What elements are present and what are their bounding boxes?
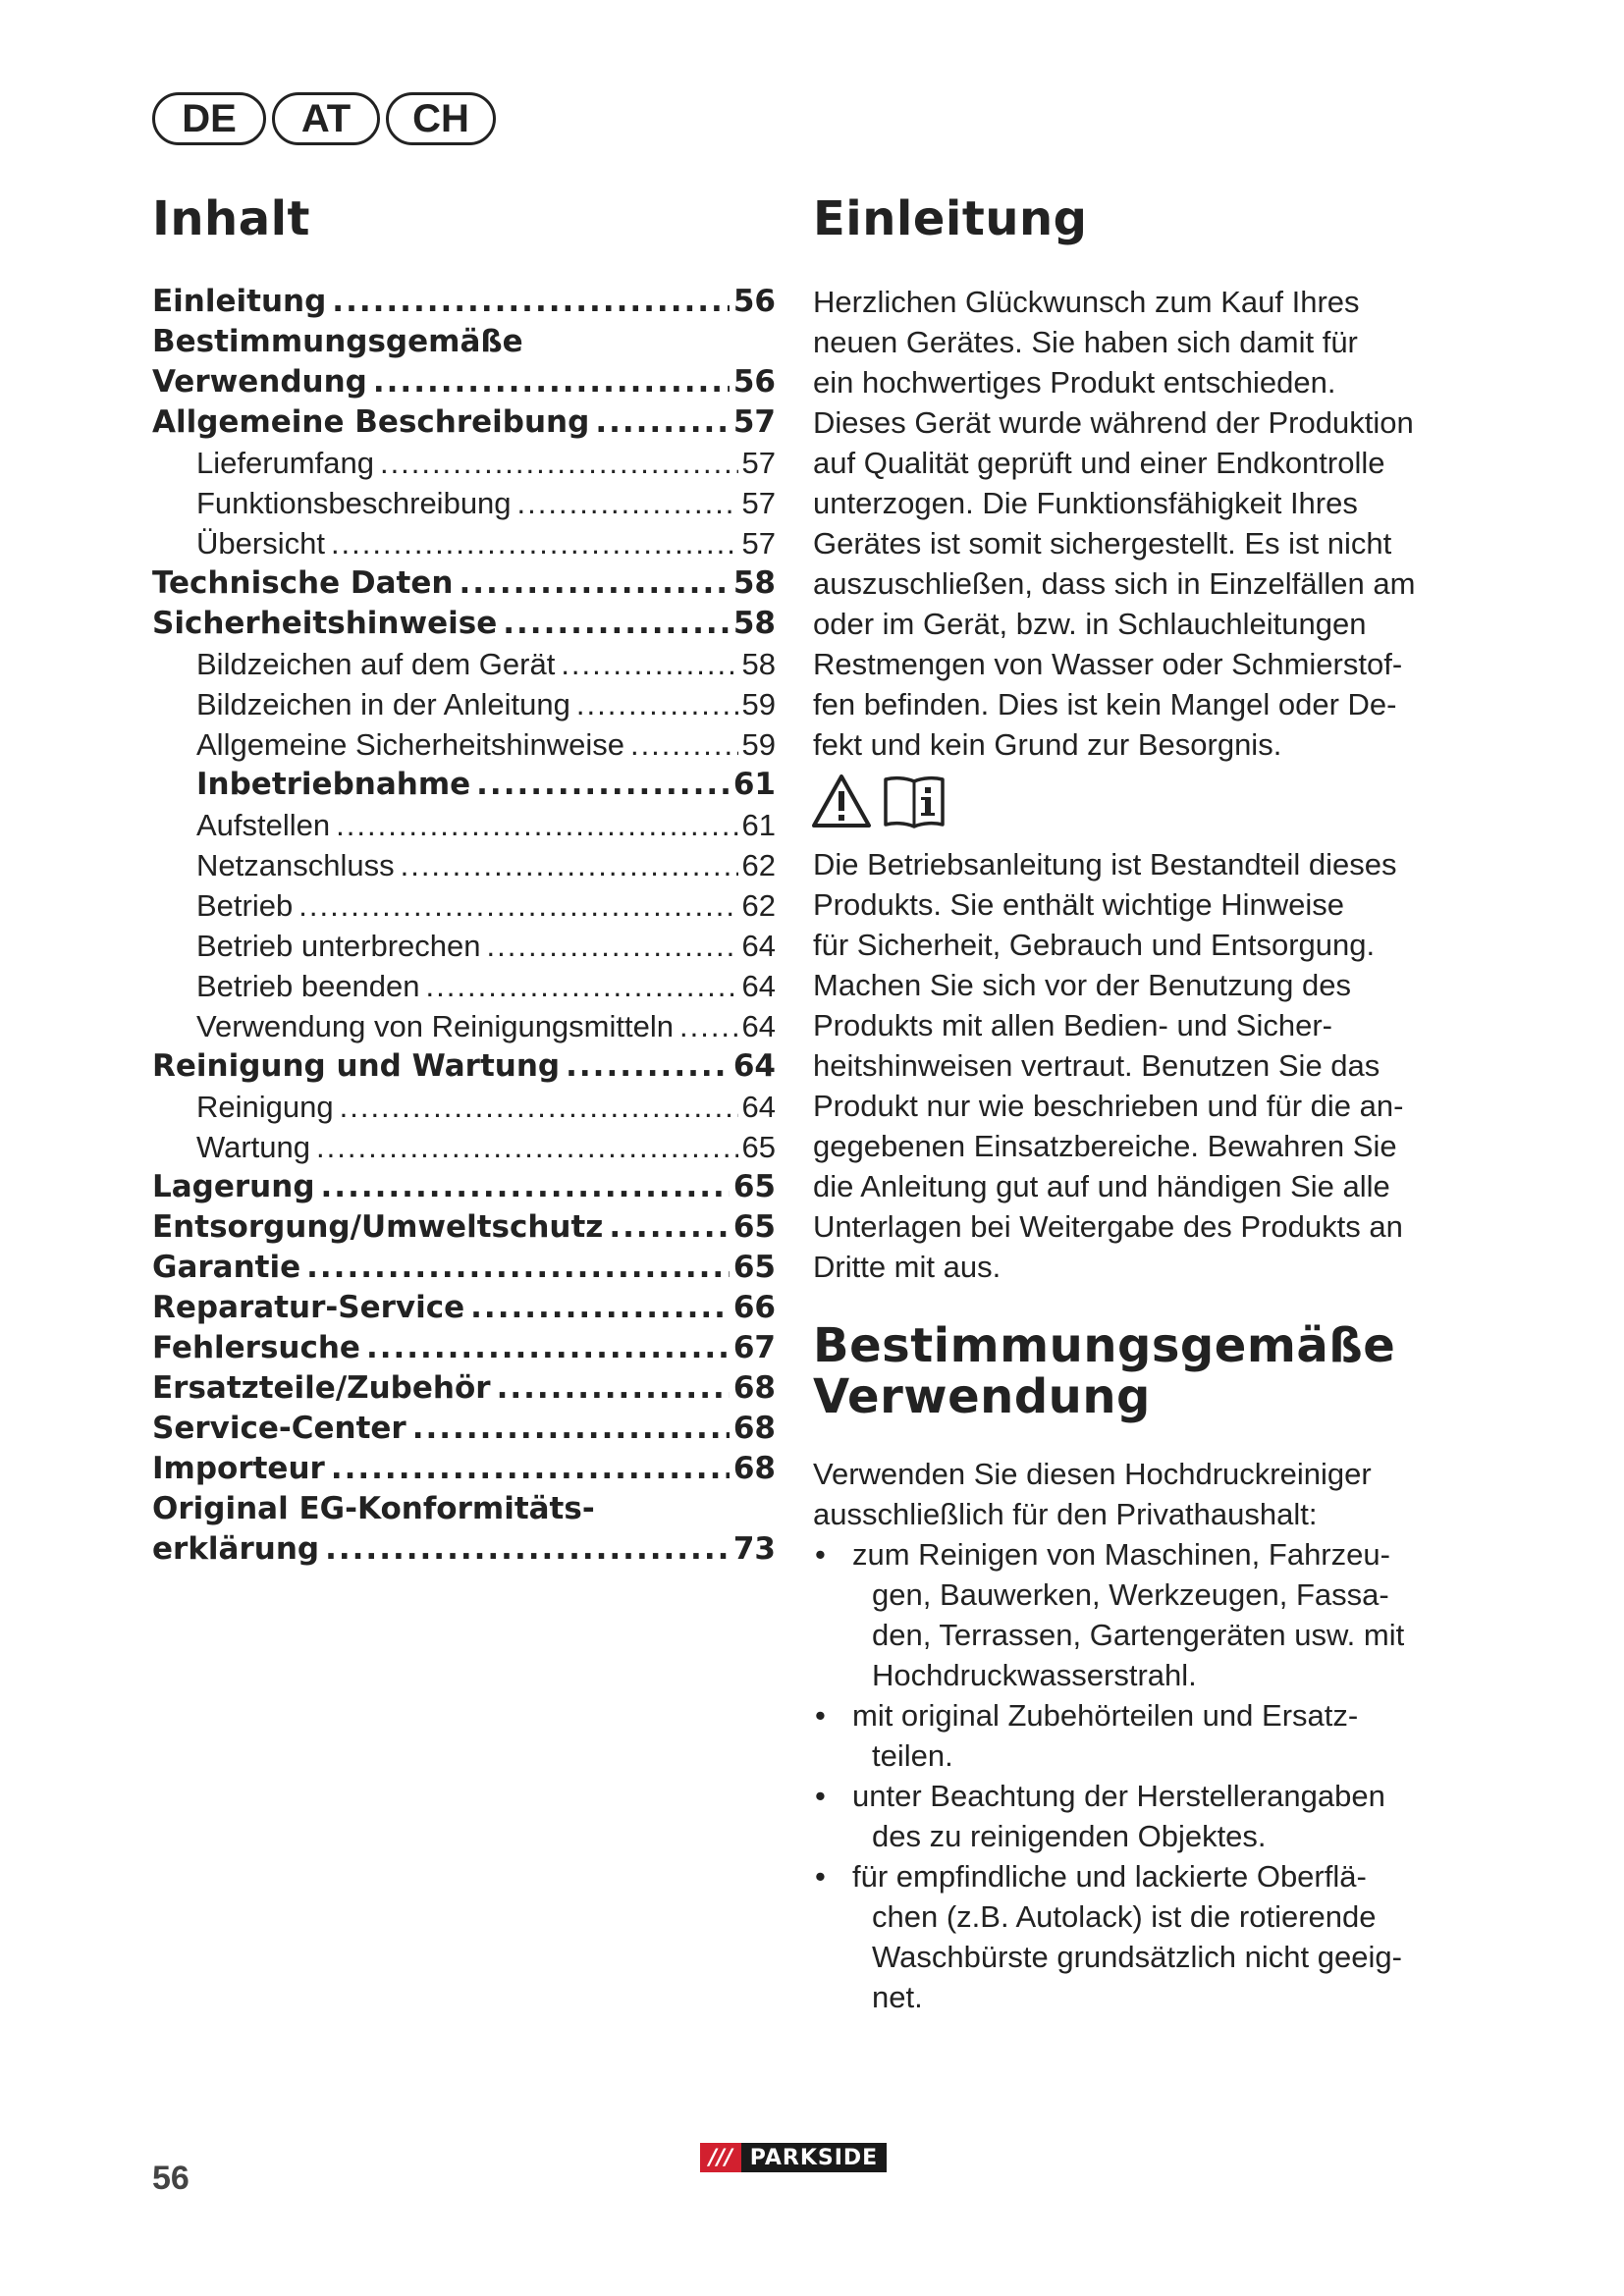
toc-entry-page: 64 <box>732 1048 776 1084</box>
toc-entry-label: Reinigung <box>196 1090 334 1124</box>
toc-entry <box>152 1167 776 1207</box>
toc-entry-label: Importeur <box>152 1451 325 1486</box>
toc-entry-label: Betrieb unterbrechen <box>196 929 481 963</box>
toc-entry-page: 73 <box>732 1531 776 1567</box>
usage-heading-line-1: Bestimmungsgemäße <box>813 1318 1396 1373</box>
toc-entry-label: Allgemeine Beschreibung <box>152 404 590 440</box>
toc-entry <box>152 1449 776 1489</box>
bullet-line: den, Terrassen, Gartengeräten usw. mit <box>872 1618 1405 1652</box>
bullet-mark: • <box>815 1698 826 1733</box>
toc-leader-dots <box>373 362 730 402</box>
manual-line: Machen Sie sich vor der Benutzung des <box>813 968 1351 1002</box>
toc-entry-page: 57 <box>741 526 776 561</box>
logo-text: PARKSIDE <box>749 2145 879 2170</box>
toc-entry-label: Lieferumfang <box>196 446 374 480</box>
toc-entry-page: 66 <box>732 1290 776 1325</box>
badge-de: DE <box>152 92 266 145</box>
toc-leader-dots <box>298 885 737 926</box>
toc-entry-page: 57 <box>741 446 776 480</box>
table-of-contents <box>152 282 776 1570</box>
bullet-line: mit original Zubehörteilen und Ersatz- <box>852 1698 1359 1733</box>
intro-line: Gerätes ist somit sichergestellt. Es ist nicht <box>813 526 1392 561</box>
toc-entry-label: Aufstellen <box>196 808 331 842</box>
toc-entry <box>152 765 776 805</box>
bullet-line: für empfindliche und lackierte Oberflä- <box>852 1859 1367 1894</box>
toc-leader-dots <box>340 1087 738 1127</box>
toc-leader-dots <box>561 644 737 684</box>
usage-heading-line-2: Verwendung <box>813 1369 1151 1424</box>
manual-info-icon <box>882 774 947 828</box>
manual-line: die Anleitung gut auf und händigen Sie alle <box>813 1169 1390 1203</box>
toc-leader-dots <box>470 1288 730 1328</box>
toc-entry <box>152 322 776 362</box>
toc-leader-dots <box>476 765 730 805</box>
toc-entry <box>152 443 776 483</box>
usage-bullet-item <box>813 1534 1481 1695</box>
toc-entry-label: Bildzeichen in der Anleitung <box>196 687 570 721</box>
toc-entry-page: 58 <box>732 606 776 641</box>
toc-entry-label: Wartung <box>196 1130 311 1164</box>
toc-entry-label: Bildzeichen auf dem Gerät <box>196 647 556 681</box>
toc-entry-page: 62 <box>741 888 776 923</box>
toc-entry-label: Inbetriebnahme <box>196 767 471 802</box>
toc-entry-label: Funktionsbeschreibung <box>196 486 512 520</box>
intro-line: auf Qualität geprüft und einer Endkontrolle <box>813 446 1385 480</box>
toc-entry-label: Allgemeine Sicherheitshinweise <box>196 727 624 762</box>
toc-leader-dots <box>366 1328 730 1368</box>
usage-bullet-item <box>813 1695 1481 1776</box>
toc-entry-label: Fehlersuche <box>152 1330 360 1365</box>
toc-entry <box>152 1207 776 1248</box>
toc-entry-label: Garantie <box>152 1250 301 1285</box>
toc-entry-label: Verwendung <box>152 364 367 400</box>
toc-entry <box>152 966 776 1006</box>
toc-entry-page: 65 <box>732 1169 776 1204</box>
toc-entry <box>152 724 776 765</box>
toc-entry-page: 64 <box>741 929 776 963</box>
usage-bullet-item <box>813 1776 1481 1856</box>
toc-entry <box>152 1006 776 1046</box>
toc-entry-page: 68 <box>732 1370 776 1406</box>
toc-entry <box>152 282 776 322</box>
toc-entry <box>152 1087 776 1127</box>
manual-line: Produkts mit allen Bedien- und Sicher- <box>813 1008 1332 1042</box>
toc-entry <box>152 1368 776 1409</box>
toc-entry <box>152 644 776 684</box>
intro-line: neuen Gerätes. Sie haben sich damit für <box>813 325 1358 359</box>
usage-heading <box>813 1320 1500 1422</box>
toc-entry-page: 64 <box>741 1009 776 1043</box>
usage-intro-line: ausschließlich für den Privathaushalt: <box>813 1497 1318 1531</box>
intro-line: auszuschließen, dass sich in Einzelfällen am <box>813 566 1416 601</box>
toc-entry <box>152 563 776 604</box>
toc-entry-label: Entsorgung/Umweltschutz <box>152 1209 604 1245</box>
toc-leader-dots <box>412 1409 730 1449</box>
toc-entry <box>152 1489 776 1529</box>
intro-line: fen befinden. Dies ist kein Mangel oder De- <box>813 687 1397 721</box>
toc-entry <box>152 523 776 563</box>
toc-leader-dots <box>503 604 730 644</box>
toc-entry <box>152 483 776 523</box>
toc-entry-page: 68 <box>732 1411 776 1446</box>
manual-line: Unterlagen bei Weitergabe des Produkts an <box>813 1209 1403 1244</box>
toc-leader-dots <box>679 1006 738 1046</box>
bullet-line: Waschbürste grundsätzlich nicht geeig- <box>872 1940 1402 1974</box>
toc-leader-dots <box>595 402 730 443</box>
toc-entry-page: 64 <box>741 969 776 1003</box>
toc-entry <box>152 926 776 966</box>
toc-leader-dots <box>336 805 737 845</box>
toc-leader-dots <box>566 1046 730 1087</box>
country-badges <box>152 90 502 147</box>
manual-line: Produkts. Sie enthält wichtige Hinweise <box>813 887 1345 922</box>
toc-entry-label: Bestimmungsgemäße <box>152 324 523 359</box>
toc-entry-page: 58 <box>741 647 776 681</box>
parkside-logo <box>700 2143 887 2172</box>
toc-entry-page: 65 <box>732 1209 776 1245</box>
toc-leader-dots <box>332 282 730 322</box>
toc-leader-dots <box>497 1368 730 1409</box>
toc-leader-dots <box>331 1449 730 1489</box>
toc-leader-dots <box>316 1127 738 1167</box>
toc-entry-page: 61 <box>732 767 776 802</box>
manual-line: für Sicherheit, Gebrauch und Entsorgung. <box>813 928 1376 962</box>
manual-line: heitshinweisen vertraut. Benutzen Sie das <box>813 1048 1380 1083</box>
toc-leader-dots <box>517 483 738 523</box>
toc-entry-label: Verwendung von Reinigungsmitteln <box>196 1009 674 1043</box>
toc-entry <box>152 604 776 644</box>
toc-entry-page: 67 <box>732 1330 776 1365</box>
manual-line: Die Betriebsanleitung ist Bestandteil dieses <box>813 847 1397 881</box>
toc-entry <box>152 1248 776 1288</box>
toc-entry-label: Betrieb <box>196 888 294 923</box>
toc-entry-page: 56 <box>732 284 776 319</box>
toc-entry-page: 58 <box>732 565 776 601</box>
bullet-line: des zu reinigenden Objektes. <box>872 1819 1267 1853</box>
logo-slashes: /// <box>700 2143 741 2172</box>
toc-entry <box>152 885 776 926</box>
manual-paragraph <box>813 844 1471 1287</box>
intro-heading: Einleitung <box>813 191 1088 246</box>
toc-entry-page: 56 <box>732 364 776 400</box>
bullet-mark: • <box>815 1779 826 1813</box>
manual-line: gegebenen Einsatzbereiche. Bewahren Sie <box>813 1129 1397 1163</box>
toc-entry-label: Original EG-Konformitäts- <box>152 1491 595 1526</box>
toc-entry-page: 62 <box>741 848 776 882</box>
bullet-line: Hochdruckwasserstrahl. <box>872 1658 1197 1692</box>
intro-line: unterzogen. Die Funktionsfähigkeit Ihres <box>813 486 1358 520</box>
toc-leader-dots <box>487 926 738 966</box>
toc-leader-dots <box>576 684 738 724</box>
toc-leader-dots <box>306 1248 730 1288</box>
toc-entry-label: Lagerung <box>152 1169 315 1204</box>
intro-line: fekt und kein Grund zur Besorgnis. <box>813 727 1282 762</box>
toc-entry-label: Sicherheitshinweise <box>152 606 498 641</box>
toc-entry-label: Übersicht <box>196 526 325 561</box>
intro-line: Herzlichen Glückwunsch zum Kauf Ihres <box>813 285 1360 319</box>
bullet-line: chen (z.B. Autolack) ist die rotierende <box>872 1899 1377 1934</box>
toc-leader-dots <box>321 1167 730 1207</box>
badge-at: AT <box>272 92 380 145</box>
toc-entry <box>152 1127 776 1167</box>
toc-entry-page: 59 <box>741 727 776 762</box>
toc-entry <box>152 1409 776 1449</box>
toc-leader-dots <box>630 724 738 765</box>
toc-entry <box>152 1288 776 1328</box>
toc-entry <box>152 684 776 724</box>
warning-triangle-icon <box>811 774 872 828</box>
toc-entry-label: Reinigung und Wartung <box>152 1048 561 1084</box>
toc-entry-page: 59 <box>741 687 776 721</box>
toc-entry-label: erklärung <box>152 1531 320 1567</box>
usage-bullet-list <box>813 1534 1481 2017</box>
toc-entry-page: 65 <box>741 1130 776 1164</box>
toc-entry-label: Netzanschluss <box>196 848 395 882</box>
bullet-line: net. <box>872 1980 923 2014</box>
toc-entry-page: 57 <box>741 486 776 520</box>
intro-line: ein hochwertiges Produkt entschieden. <box>813 365 1336 400</box>
toc-entry <box>152 805 776 845</box>
toc-leader-dots <box>331 523 738 563</box>
toc-leader-dots <box>426 966 738 1006</box>
toc-leader-dots <box>609 1207 730 1248</box>
bullet-mark: • <box>815 1537 826 1572</box>
page-number: 56 <box>152 2160 189 2197</box>
toc-leader-dots <box>325 1529 730 1570</box>
toc-entry-page: 61 <box>741 808 776 842</box>
toc-entry-label: Betrieb beenden <box>196 969 420 1003</box>
toc-entry <box>152 1529 776 1570</box>
toc-leader-dots <box>401 845 738 885</box>
toc-entry-label: Einleitung <box>152 284 327 319</box>
intro-line: Dieses Gerät wurde während der Produktion <box>813 405 1414 440</box>
usage-bullet-item <box>813 1856 1481 2017</box>
toc-leader-dots <box>380 443 738 483</box>
toc-entry-page: 65 <box>732 1250 776 1285</box>
intro-paragraph <box>813 282 1471 765</box>
toc-entry <box>152 402 776 443</box>
notice-icons <box>811 774 956 828</box>
toc-entry-label: Service-Center <box>152 1411 406 1446</box>
toc-entry <box>152 1046 776 1087</box>
manual-line: Dritte mit aus. <box>813 1250 1001 1284</box>
toc-entry <box>152 362 776 402</box>
bullet-line: teilen. <box>872 1738 953 1773</box>
intro-line: Restmengen von Wasser oder Schmierstof- <box>813 647 1403 681</box>
toc-entry-page: 68 <box>732 1451 776 1486</box>
toc-entry-page: 57 <box>732 404 776 440</box>
manual-line: Produkt nur wie beschrieben und für die an- <box>813 1089 1404 1123</box>
usage-intro-line: Verwenden Sie diesen Hochdruckreiniger <box>813 1457 1372 1491</box>
toc-entry <box>152 1328 776 1368</box>
toc-entry <box>152 845 776 885</box>
toc-leader-dots <box>459 563 729 604</box>
toc-heading: Inhalt <box>152 191 310 246</box>
bullet-mark: • <box>815 1859 826 1894</box>
toc-entry-label: Reparatur-Service <box>152 1290 465 1325</box>
toc-entry-label: Ersatzteile/Zubehör <box>152 1370 491 1406</box>
bullet-line: gen, Bauwerken, Werkzeugen, Fassa- <box>872 1577 1389 1612</box>
bullet-line: zum Reinigen von Maschinen, Fahrzeu- <box>852 1537 1390 1572</box>
toc-entry-label: Technische Daten <box>152 565 454 601</box>
badge-ch: CH <box>386 92 496 145</box>
bullet-line: unter Beachtung der Herstellerangaben <box>852 1779 1385 1813</box>
toc-entry-page: 64 <box>741 1090 776 1124</box>
intro-line: oder im Gerät, bzw. in Schlauchleitungen <box>813 607 1367 641</box>
usage-intro-paragraph <box>813 1454 1471 1534</box>
